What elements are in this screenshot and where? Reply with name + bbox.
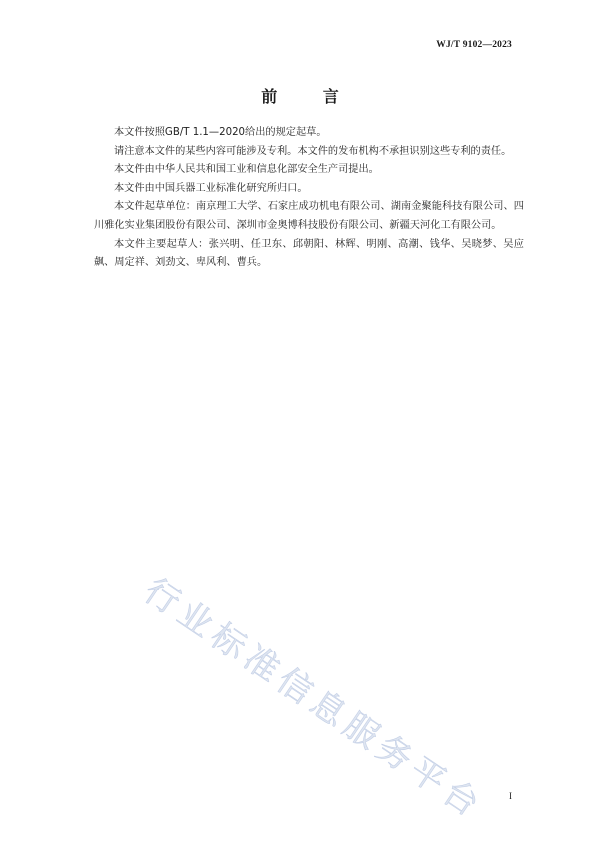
page-number: I <box>509 791 512 801</box>
paragraph-drafters: 本文件主要起草人：张兴明、任卫东、邱朝阳、林辉、明刚、高潮、钱华、吴晓梦、吴应飙、周定祥、刘劲文、卑风利、曹兵。 <box>94 238 524 269</box>
standard-code: WJ/T 9102—2023 <box>436 40 512 50</box>
paragraph-patent-notice: 请注意本文件的某些内容可能涉及专利。本文件的发布机构不承担识别这些专利的责任。 <box>114 145 512 157</box>
foreword-body <box>94 124 524 273</box>
paragraph-proposer: 本文件由中华人民共和国工业和信息化部安全生产司提出。 <box>114 164 379 176</box>
paragraph-centralized-unit: 本文件由中国兵器工业标准化研究所归口。 <box>114 182 308 194</box>
page-title: 前 言 <box>261 87 359 106</box>
watermark: 行业标准信息服务平台 <box>136 570 491 828</box>
paragraph-drafting-rules: 本文件按照GB/T 1.1—2020给出的规定起草。 <box>114 127 327 138</box>
paragraph-drafting-units: 本文件起草单位：南京理工大学、石家庄成功机电有限公司、湖南金聚能科技有限公司、四川雅化实业集团股份有限公司、深圳市金奥博科技股份有限公司、新疆天河化工有限公司。 <box>94 201 524 231</box>
